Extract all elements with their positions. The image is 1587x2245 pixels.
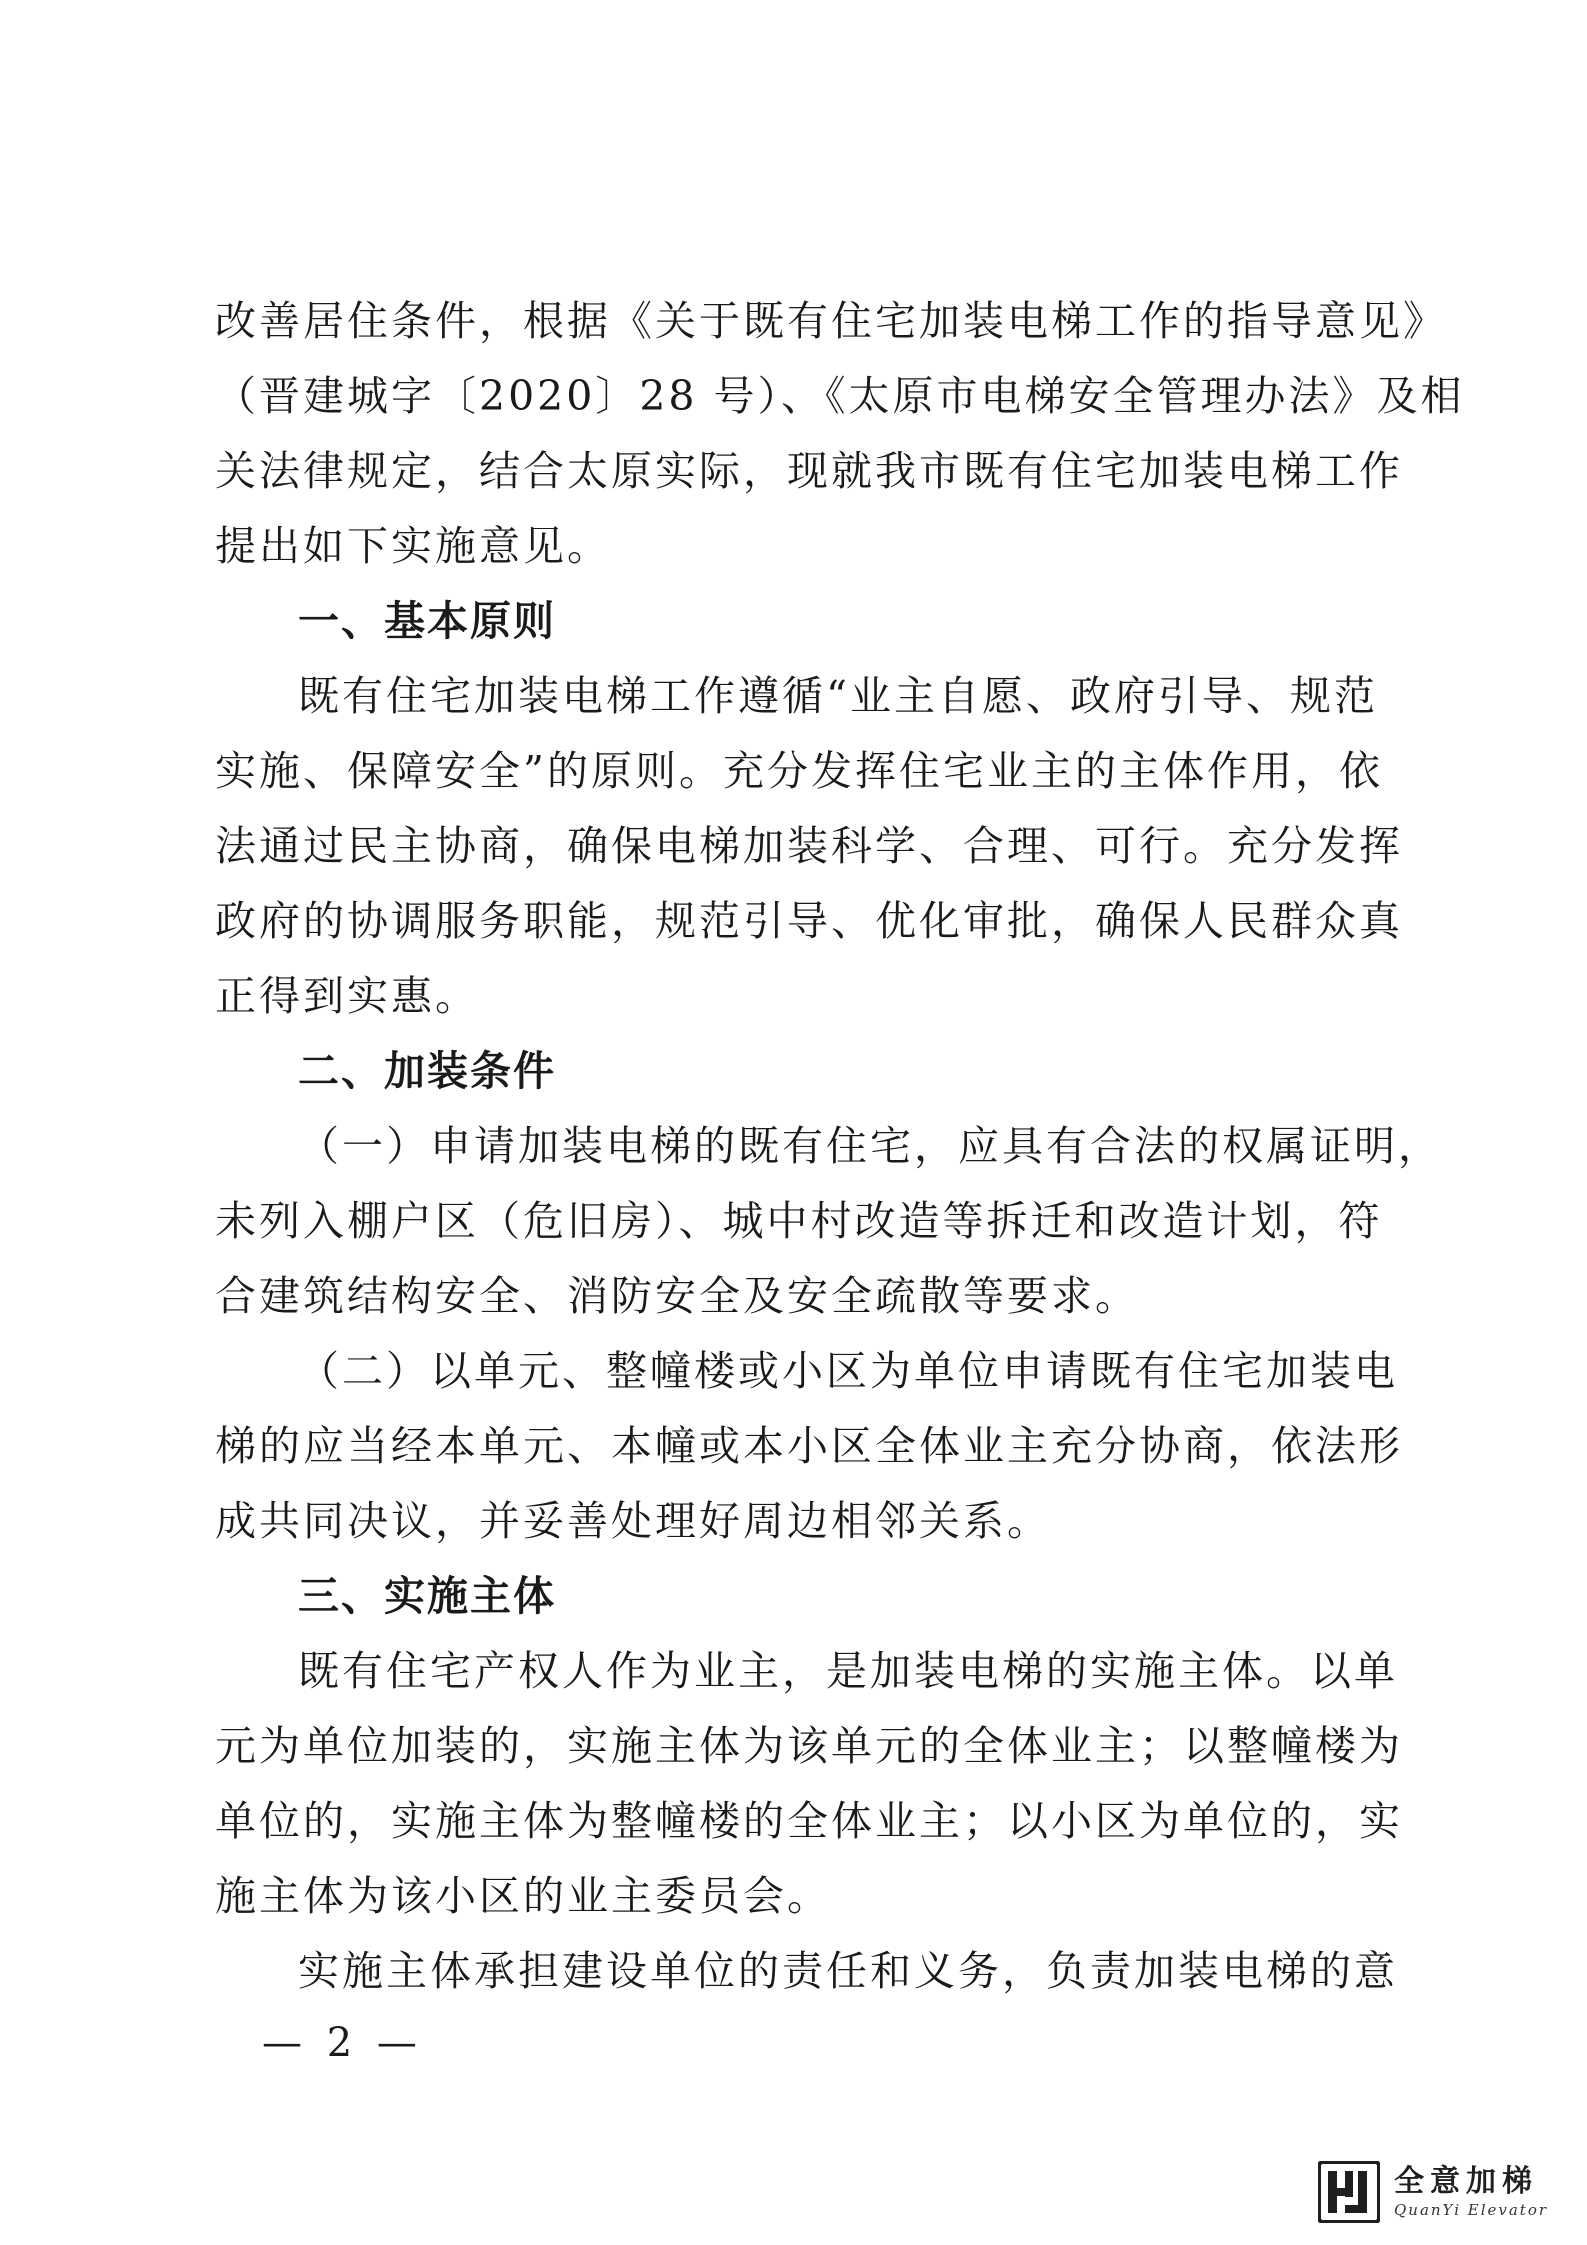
paragraph-line: 单位的，实施主体为整幢楼的全体业主；以小区为单位的，实 — [215, 1797, 1403, 1845]
paragraph-line: 既有住宅产权人作为业主，是加装电梯的实施主体。以单 — [298, 1647, 1398, 1695]
paragraph-line: 元为单位加装的，实施主体为该单元的全体业主；以整幢楼为 — [215, 1722, 1403, 1770]
paragraph-line: 提出如下实施意见。 — [215, 522, 611, 570]
paragraph-line: 合建筑结构安全、消防安全及安全疏散等要求。 — [215, 1272, 1139, 1320]
quanyi-logo-icon — [1318, 2161, 1380, 2223]
paragraph-line: （晋建城字〔2020〕28 号）、《太原市电梯安全管理办法》及相 — [215, 372, 1465, 420]
watermark-logo — [1318, 2152, 1548, 2232]
document-body — [215, 284, 1465, 2009]
paragraph-line: （一）申请加装电梯的既有住宅，应具有合法的权属证明， — [298, 1122, 1442, 1170]
paragraph-line: 改善居住条件，根据《关于既有住宅加装电梯工作的指导意见》 — [215, 297, 1447, 345]
paragraph-line: 关法律规定，结合太原实际，现就我市既有住宅加装电梯工作 — [215, 447, 1403, 495]
paragraph-line: 政府的协调服务职能，规范引导、优化审批，确保人民群众真 — [215, 897, 1403, 945]
logo-text — [1394, 2164, 1548, 2220]
paragraph-line: 施主体为该小区的业主委员会。 — [215, 1872, 831, 1920]
section-heading: 三、实施主体 — [298, 1572, 556, 1620]
paragraph-line: 实施主体承担建设单位的责任和义务，负责加装电梯的意 — [298, 1947, 1398, 1995]
paragraph-line: 梯的应当经本单元、本幢或本小区全体业主充分协商，依法形 — [215, 1422, 1403, 1470]
logo-subtitle: QuanYi Elevator — [1394, 2201, 1549, 2219]
paragraph-line: 实施、保障安全”的原则。充分发挥住宅业主的主体作用，依 — [215, 747, 1383, 795]
paragraph-line: 未列入棚户区（危旧房）、城中村改造等拆迁和改造计划，符 — [215, 1197, 1383, 1245]
paragraph-line: （二）以单元、整幢楼或小区为单位申请既有住宅加装电 — [298, 1347, 1398, 1395]
paragraph-line: 法通过民主协商，确保电梯加装科学、合理、可行。充分发挥 — [215, 822, 1403, 870]
paragraph-line: 成共同决议，并妥善处理好周边相邻关系。 — [215, 1497, 1051, 1545]
page-number: — 2 — — [262, 2020, 423, 2066]
paragraph-line: 正得到实惠。 — [215, 972, 479, 1020]
paragraph-line: 既有住宅加装电梯工作遵循“业主自愿、政府引导、规范 — [298, 672, 1378, 720]
section-heading: 一、基本原则 — [298, 597, 556, 645]
logo-name: 全意加梯 — [1394, 2164, 1538, 2199]
section-heading: 二、加装条件 — [298, 1047, 556, 1095]
